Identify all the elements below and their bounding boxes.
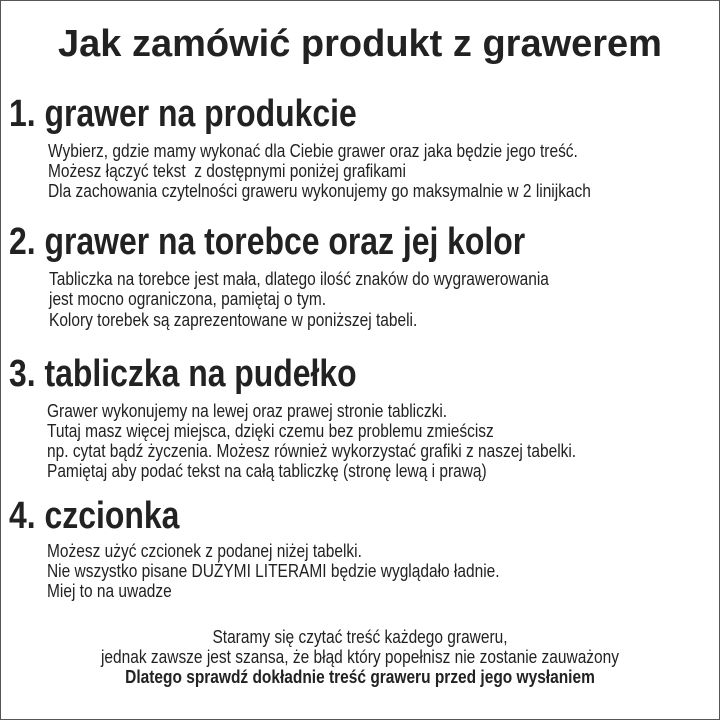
section-3-line: np. cytat bądź życzenia. Możesz również wykorzystać grafiki z naszej tabelki. xyxy=(47,441,577,461)
footer-line: jednak zawsze jest szansa, że błąd który popełnisz nie zostanie zauważony xyxy=(100,647,620,667)
section-1-line: Wybierz, gdzie mamy wykonać dla Ciebie grawer oraz jaka będzie jego treść. xyxy=(48,141,578,161)
footer-line: Staramy się czytać treść każdego graweru, xyxy=(212,627,508,647)
section-2-line: jest mocno ograniczona, pamiętaj o tym. xyxy=(49,289,327,309)
section-3-line: Pamiętaj aby podać tekst na całą tabliczkę (stronę lewą i prawą) xyxy=(47,461,487,481)
section-1-heading: 1. grawer na produkcie xyxy=(9,93,357,135)
section-4-heading: 4. czcionka xyxy=(9,495,180,537)
section-4-line: Miej to na uwadze xyxy=(47,581,172,601)
section-3-heading: 3. tabliczka na pudełko xyxy=(9,353,357,395)
section-1-line: Możesz łączyć tekst z dostępnymi poniżej grafikami xyxy=(48,161,406,181)
section-3-line: Tutaj masz więcej miejsca, dzięki czemu bez problemu zmieścisz xyxy=(47,421,494,441)
section-4-line: Możesz użyć czcionek z podanej niżej tabelki. xyxy=(47,541,362,561)
page-title: Jak zamówić produkt z grawerem xyxy=(58,23,662,65)
section-2-line: Tabliczka na torebce jest mała, dlatego ilość znaków do wygrawerowania xyxy=(49,269,549,289)
section-2-line: Kolory torebek są zaprezentowane w poniższej tabeli. xyxy=(49,310,418,330)
section-1-line: Dla zachowania czytelności graweru wykonujemy go maksymalnie w 2 linijkach xyxy=(48,181,591,201)
footer-warning: Dlatego sprawdź dokładnie treść graweru przed jego wysłaniem xyxy=(125,667,595,687)
section-2-heading: 2. grawer na torebce oraz jej kolor xyxy=(9,221,526,263)
section-3-line: Grawer wykonujemy na lewej oraz prawej stronie tabliczki. xyxy=(47,401,448,421)
section-4-line: Nie wszystko pisane DUŻYMI LITERAMI będzie wyglądało ładnie. xyxy=(47,561,500,581)
